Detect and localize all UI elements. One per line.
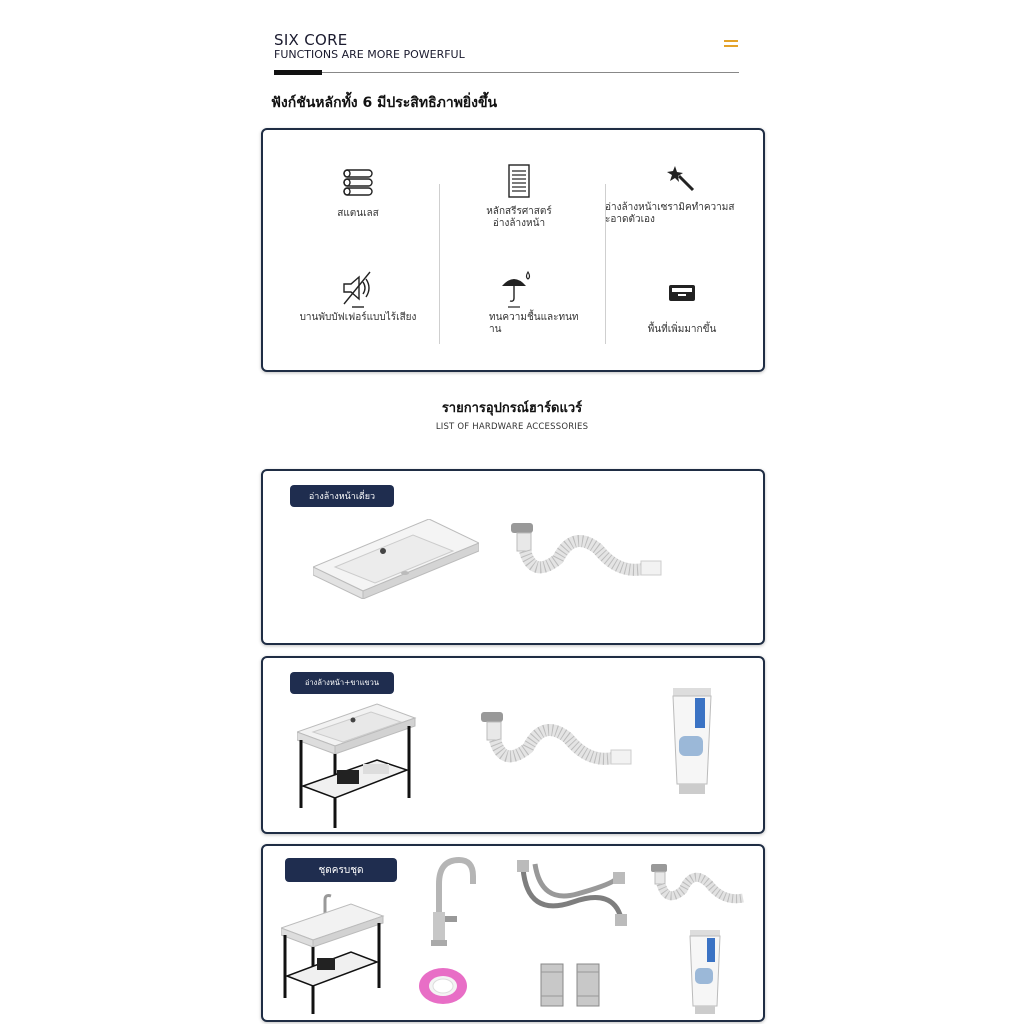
package-tag: อ่างล้างหน้าเดี่ยว <box>290 485 394 507</box>
feature-ergonomic <box>444 164 594 230</box>
section-subtitle: FUNCTIONS ARE MORE POWERFUL <box>274 48 465 61</box>
feature-moisture <box>441 270 591 336</box>
document-icon <box>499 164 539 200</box>
sealant-tube-image <box>669 688 715 794</box>
ceramic-basin-image <box>313 519 479 599</box>
header-accent-bar <box>274 70 322 75</box>
feature-more-space <box>607 280 757 336</box>
package-basin-stand <box>261 656 765 834</box>
accessories-subtitle: LIST OF HARDWARE ACCESSORIES <box>435 422 589 432</box>
braided-hose-image <box>517 858 629 928</box>
feature-self-clean <box>605 164 760 226</box>
package-complete-set <box>261 844 765 1022</box>
feature-label: อ่างล้างหน้าเซรามิคทำความส ะอาดตัวเอง <box>605 202 735 225</box>
feature-label: บานพับบัฟเฟอร์แบบไร้เสียง <box>299 312 417 323</box>
basin-stand-faucet-image <box>281 892 385 1014</box>
umbrella-rain-icon <box>496 270 536 306</box>
feature-label: หลักสรีรศาสตร์ อ่างล้างหน้า <box>486 206 552 229</box>
storage-box-icon <box>662 280 702 316</box>
sealant-tube-image <box>687 930 723 1014</box>
drain-hose-image <box>647 860 751 912</box>
stainless-pipes-icon <box>338 166 378 202</box>
drain-hose-image <box>503 519 663 589</box>
package-basin-only <box>261 469 765 645</box>
feature-label: พื้นที่เพิ่มมากขึ้น <box>647 324 717 335</box>
header-divider <box>274 72 739 73</box>
package-tag: อ่างล้างหน้า+ขาแขวน <box>290 672 394 694</box>
faucet-image <box>427 854 477 950</box>
features-panel <box>261 128 765 372</box>
mute-speaker-icon <box>338 270 378 306</box>
accessories-title: รายการอุปกรณ์ฮาร์ดแวร์ <box>441 401 583 416</box>
magic-wand-icon <box>663 164 703 200</box>
menu-icon <box>724 40 738 50</box>
package-tag: ชุดครบชุด <box>285 858 397 882</box>
pipe-fittings-image <box>535 960 607 1010</box>
feature-label: สแตนเลส <box>337 208 379 219</box>
section-title: SIX CORE <box>274 31 348 49</box>
thread-seal-tape-image <box>415 962 471 1006</box>
feature-label: ทนความชื้นและทนท าน <box>489 312 579 335</box>
drain-hose-image <box>473 708 633 778</box>
column-divider <box>439 184 440 344</box>
feature-soft-close <box>283 270 433 324</box>
thai-heading: ฟังก์ชันหลักทั้ง 6 มีประสิทธิภาพยิ่งขึ้น <box>271 95 498 111</box>
basin-stand-image <box>297 698 417 828</box>
feature-stainless <box>283 166 433 220</box>
